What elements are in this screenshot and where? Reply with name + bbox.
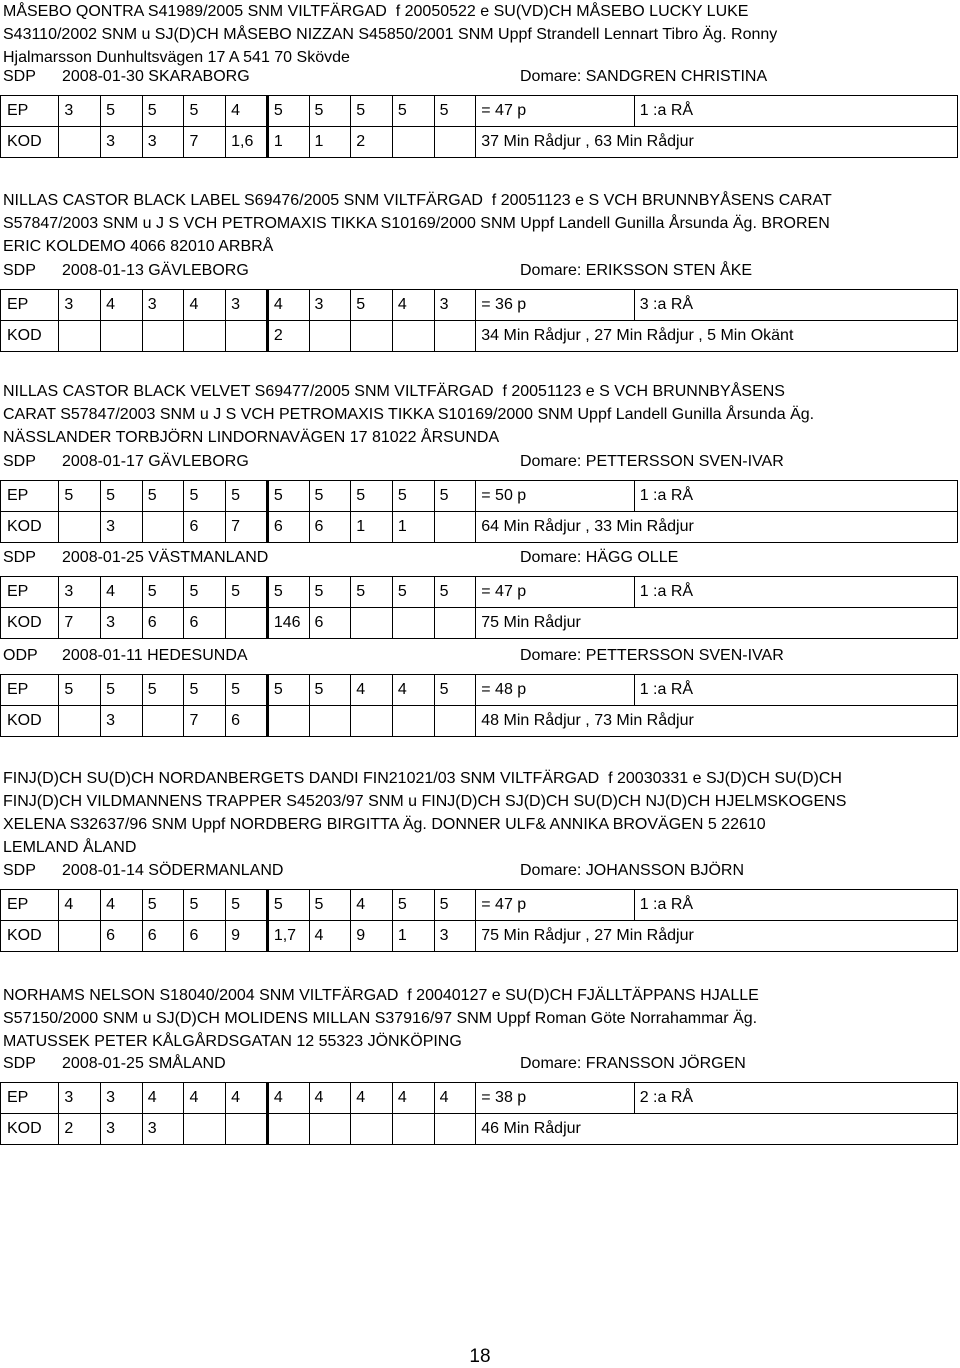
score-cell: 4 bbox=[226, 1083, 268, 1114]
score-cell: 7 bbox=[184, 127, 226, 158]
score-cell: 5 bbox=[351, 96, 393, 127]
trial-type: SDP bbox=[3, 453, 36, 470]
score-cell bbox=[184, 1114, 226, 1145]
score-cell bbox=[351, 321, 393, 352]
score-cell: 1,7 bbox=[267, 921, 309, 952]
score-cell bbox=[392, 608, 434, 639]
trial-date-region: 2008-01-17 GÄVLEBORG bbox=[62, 453, 249, 470]
trial-judge: Domare: PETTERSSON SVEN-IVAR bbox=[520, 453, 784, 470]
trial-type: SDP bbox=[3, 68, 36, 85]
score-cell: 3 bbox=[226, 290, 268, 321]
score-cell bbox=[184, 321, 226, 352]
trial-header bbox=[3, 1055, 957, 1078]
row-rank: 1 :a RÅ bbox=[634, 675, 957, 706]
score-cell: 3 bbox=[59, 1083, 101, 1114]
row-total: 48 Min Rådjur , 73 Min Rådjur bbox=[476, 706, 958, 737]
row-total: 46 Min Rådjur bbox=[476, 1114, 958, 1145]
score-cell bbox=[351, 1114, 393, 1145]
trial-date-region: 2008-01-13 GÄVLEBORG bbox=[62, 262, 249, 279]
score-cell: 5 bbox=[184, 675, 226, 706]
row-label: KOD bbox=[1, 921, 59, 952]
ep-row bbox=[1, 1083, 958, 1114]
row-label: EP bbox=[1, 290, 59, 321]
score-cell: 6 bbox=[309, 608, 351, 639]
score-cell: 5 bbox=[184, 481, 226, 512]
score-cell: 5 bbox=[434, 675, 476, 706]
score-cell: 7 bbox=[59, 608, 101, 639]
score-cell: 3 bbox=[101, 706, 143, 737]
score-cell: 2 bbox=[351, 127, 393, 158]
score-cell: 3 bbox=[101, 608, 143, 639]
row-label: EP bbox=[1, 96, 59, 127]
score-cell: 5 bbox=[226, 577, 268, 608]
score-cell bbox=[59, 706, 101, 737]
score-cell: 5 bbox=[101, 675, 143, 706]
score-cell: 5 bbox=[434, 577, 476, 608]
score-cell: 1 bbox=[351, 512, 393, 543]
score-cell: 4 bbox=[59, 890, 101, 921]
score-cell: 5 bbox=[267, 577, 309, 608]
dog-description: NORHAMS NELSON S18040/2004 SNM VILTFÄRGAD f 20040127 e SU(D)CH FJÄLLTÄPPANS HJALLE S57150/2000 SNM u SJ(D)CH MOLIDENS MILLAN S37916/97 SNM Uppf Roman Göte Norrahammar Äg. MATUSSEK PETER KÅLGÅRDSGATAN 12 55323 JÖNKÖPING bbox=[3, 987, 759, 1050]
trial-judge: Domare: FRANSSON JÖRGEN bbox=[520, 1055, 746, 1072]
score-cell: 5 bbox=[434, 890, 476, 921]
row-total: 75 Min Rådjur , 27 Min Rådjur bbox=[476, 921, 958, 952]
trial-date-region: 2008-01-25 SMÅLAND bbox=[62, 1055, 226, 1072]
score-cell bbox=[392, 706, 434, 737]
score-cell bbox=[309, 706, 351, 737]
trial-judge: Domare: PETTERSSON SVEN-IVAR bbox=[520, 647, 784, 664]
score-cell: 5 bbox=[434, 96, 476, 127]
score-cell bbox=[434, 1114, 476, 1145]
score-cell: 3 bbox=[142, 1114, 184, 1145]
score-cell bbox=[59, 921, 101, 952]
score-cell: 5 bbox=[267, 481, 309, 512]
score-cell: 4 bbox=[267, 1083, 309, 1114]
score-cell: 5 bbox=[434, 481, 476, 512]
score-cell: 6 bbox=[142, 608, 184, 639]
score-cell: 1 bbox=[309, 127, 351, 158]
trial-header bbox=[3, 68, 957, 91]
score-cell bbox=[267, 1114, 309, 1145]
score-cell bbox=[351, 706, 393, 737]
score-cell: 5 bbox=[142, 890, 184, 921]
kod-row bbox=[1, 608, 958, 639]
score-cell: 3 bbox=[59, 96, 101, 127]
score-cell: 3 bbox=[309, 290, 351, 321]
score-cell: 4 bbox=[309, 1083, 351, 1114]
row-rank: 1 :a RÅ bbox=[634, 481, 957, 512]
score-cell bbox=[142, 706, 184, 737]
score-cell: 146 bbox=[267, 608, 309, 639]
row-label: EP bbox=[1, 890, 59, 921]
score-cell: 4 bbox=[101, 290, 143, 321]
score-cell: 5 bbox=[351, 290, 393, 321]
score-cell: 5 bbox=[309, 890, 351, 921]
row-label: EP bbox=[1, 675, 59, 706]
score-table bbox=[0, 480, 958, 543]
score-cell: 5 bbox=[184, 890, 226, 921]
ep-row bbox=[1, 890, 958, 921]
ep-row bbox=[1, 290, 958, 321]
row-label: KOD bbox=[1, 1114, 59, 1145]
score-cell: 3 bbox=[101, 1083, 143, 1114]
score-cell: 6 bbox=[267, 512, 309, 543]
trial-date-region: 2008-01-14 SÖDERMANLAND bbox=[62, 862, 284, 879]
score-cell bbox=[434, 706, 476, 737]
score-table bbox=[0, 95, 958, 158]
dog-description: MÅSEBO QONTRA S41989/2005 SNM VILTFÄRGAD f 20050522 e SU(VD)CH MÅSEBO LUCKY LUKE S43110/2002 SNM u SJ(D)CH MÅSEBO NIZZAN S45850/2001 SNM Uppf Strandell Lennart Tibro Äg. Ronny Hjalmarsson Dunhultsvägen 17 A 541 70 Skövde bbox=[3, 3, 778, 66]
score-cell: 5 bbox=[142, 675, 184, 706]
score-cell: 5 bbox=[226, 890, 268, 921]
trial-header bbox=[3, 862, 957, 885]
trial-header bbox=[3, 647, 957, 670]
score-cell: 6 bbox=[142, 921, 184, 952]
row-label: KOD bbox=[1, 127, 59, 158]
score-cell: 1,6 bbox=[226, 127, 268, 158]
ep-row bbox=[1, 96, 958, 127]
trial-header bbox=[3, 549, 957, 572]
score-cell: 6 bbox=[226, 706, 268, 737]
score-table bbox=[0, 289, 958, 352]
trial-type: SDP bbox=[3, 549, 36, 566]
score-cell: 5 bbox=[267, 890, 309, 921]
trial-type: SDP bbox=[3, 1055, 36, 1072]
row-rank: 1 :a RÅ bbox=[634, 96, 957, 127]
row-rank: 3 :a RÅ bbox=[634, 290, 957, 321]
score-cell: 5 bbox=[142, 96, 184, 127]
ep-row bbox=[1, 675, 958, 706]
score-cell bbox=[309, 1114, 351, 1145]
score-cell bbox=[101, 321, 143, 352]
score-cell: 6 bbox=[184, 921, 226, 952]
score-cell: 9 bbox=[226, 921, 268, 952]
score-cell bbox=[142, 321, 184, 352]
row-label: EP bbox=[1, 1083, 59, 1114]
trial-header bbox=[3, 453, 957, 476]
row-total: = 38 p bbox=[476, 1083, 634, 1114]
score-cell: 4 bbox=[267, 290, 309, 321]
score-cell: 6 bbox=[101, 921, 143, 952]
score-cell bbox=[351, 608, 393, 639]
score-cell: 5 bbox=[226, 481, 268, 512]
trial-judge: Domare: JOHANSSON BJÖRN bbox=[520, 862, 745, 879]
score-cell bbox=[434, 512, 476, 543]
score-cell: 5 bbox=[59, 481, 101, 512]
score-cell: 3 bbox=[434, 290, 476, 321]
score-cell: 1 bbox=[267, 127, 309, 158]
score-cell: 3 bbox=[142, 127, 184, 158]
score-cell: 4 bbox=[226, 96, 268, 127]
score-cell: 6 bbox=[309, 512, 351, 543]
score-cell bbox=[434, 127, 476, 158]
score-cell bbox=[226, 1114, 268, 1145]
ep-row bbox=[1, 481, 958, 512]
row-total: 34 Min Rådjur , 27 Min Rådjur , 5 Min Okänt bbox=[476, 321, 958, 352]
score-cell bbox=[267, 706, 309, 737]
score-cell: 1 bbox=[392, 512, 434, 543]
score-table bbox=[0, 889, 958, 952]
score-cell: 6 bbox=[184, 608, 226, 639]
score-cell: 5 bbox=[267, 675, 309, 706]
score-cell: 5 bbox=[392, 577, 434, 608]
score-cell: 4 bbox=[434, 1083, 476, 1114]
row-label: KOD bbox=[1, 321, 59, 352]
score-cell: 5 bbox=[101, 481, 143, 512]
trial-date-region: 2008-01-11 HEDESUNDA bbox=[62, 647, 248, 664]
score-table bbox=[0, 576, 958, 639]
score-cell: 5 bbox=[101, 96, 143, 127]
score-cell: 5 bbox=[392, 481, 434, 512]
score-cell: 4 bbox=[184, 1083, 226, 1114]
row-total: 64 Min Rådjur , 33 Min Rådjur bbox=[476, 512, 958, 543]
trial-date-region: 2008-01-30 SKARABORG bbox=[62, 68, 250, 85]
row-total: = 47 p bbox=[476, 577, 634, 608]
score-cell: 3 bbox=[434, 921, 476, 952]
kod-row bbox=[1, 921, 958, 952]
row-rank: 1 :a RÅ bbox=[634, 577, 957, 608]
score-cell bbox=[434, 321, 476, 352]
row-total: = 36 p bbox=[476, 290, 634, 321]
row-total: = 48 p bbox=[476, 675, 634, 706]
score-cell: 4 bbox=[351, 890, 393, 921]
page-number: 18 bbox=[469, 1346, 491, 1367]
ep-row bbox=[1, 577, 958, 608]
score-cell: 4 bbox=[142, 1083, 184, 1114]
trial-judge: Domare: HÄGG OLLE bbox=[520, 549, 679, 566]
kod-row bbox=[1, 127, 958, 158]
dog-description: FINJ(D)CH SU(D)CH NORDANBERGETS DANDI FIN21021/03 SNM VILTFÄRGAD f 20030331 e SJ(D)CH SU(D)CH FINJ(D)CH VILDMANNENS TRAPPER S45203/97 SNM u FINJ(D)CH SJ(D)CH SU(D)CH NJ(D)CH HJELMSKOGENS XELENA S32637/96 SNM Uppf NORDBERG BIRGITTA Äg. DONNER ULF& ANNIKA BROVÄGEN 5 22610 LEMLAND ÅLAND bbox=[3, 770, 847, 856]
trial-type: SDP bbox=[3, 262, 36, 279]
score-cell: 5 bbox=[309, 96, 351, 127]
dog-description: NILLAS CASTOR BLACK LABEL S69476/2005 SNM VILTFÄRGAD f 20051123 e S VCH BRUNNBYÅSENS CARAT S57847/2003 SNM u J S VCH PETROMAXIS TIKKA S10169/2000 SNM Uppf Landell Gunilla Årsunda Äg. BROREN ERIC KOLDEMO 4066 82010 ARBRÅ bbox=[3, 192, 832, 255]
score-cell bbox=[434, 608, 476, 639]
score-cell: 5 bbox=[309, 675, 351, 706]
score-cell: 4 bbox=[309, 921, 351, 952]
score-cell: 2 bbox=[267, 321, 309, 352]
trial-header bbox=[3, 262, 957, 285]
score-cell: 5 bbox=[142, 481, 184, 512]
row-total: = 47 p bbox=[476, 890, 634, 921]
row-total: = 50 p bbox=[476, 481, 634, 512]
score-cell: 4 bbox=[184, 290, 226, 321]
kod-row bbox=[1, 706, 958, 737]
score-cell: 7 bbox=[226, 512, 268, 543]
score-cell: 6 bbox=[184, 512, 226, 543]
score-cell: 5 bbox=[184, 577, 226, 608]
score-cell: 4 bbox=[101, 890, 143, 921]
score-cell: 5 bbox=[226, 675, 268, 706]
score-cell bbox=[392, 127, 434, 158]
score-cell bbox=[59, 321, 101, 352]
score-cell: 3 bbox=[59, 290, 101, 321]
score-cell: 5 bbox=[351, 481, 393, 512]
score-cell bbox=[142, 512, 184, 543]
row-label: KOD bbox=[1, 706, 59, 737]
kod-row bbox=[1, 512, 958, 543]
score-cell: 3 bbox=[101, 512, 143, 543]
score-cell: 2 bbox=[59, 1114, 101, 1145]
score-cell bbox=[309, 321, 351, 352]
score-cell bbox=[392, 321, 434, 352]
kod-row bbox=[1, 321, 958, 352]
score-cell: 4 bbox=[351, 1083, 393, 1114]
score-cell bbox=[59, 512, 101, 543]
score-cell: 1 bbox=[392, 921, 434, 952]
kod-row bbox=[1, 1114, 958, 1145]
score-cell: 5 bbox=[267, 96, 309, 127]
score-cell: 5 bbox=[309, 481, 351, 512]
score-cell: 3 bbox=[101, 127, 143, 158]
score-cell: 5 bbox=[142, 577, 184, 608]
score-cell: 4 bbox=[392, 675, 434, 706]
score-cell: 3 bbox=[59, 577, 101, 608]
score-table bbox=[0, 674, 958, 737]
trial-date-region: 2008-01-25 VÄSTMANLAND bbox=[62, 549, 269, 566]
dog-description: NILLAS CASTOR BLACK VELVET S69477/2005 SNM VILTFÄRGAD f 20051123 e S VCH BRUNNBYÅSENS CARAT S57847/2003 SNM u J S VCH PETROMAXIS TIKKA S10169/2000 SNM Uppf Landell Gunilla Årsunda Äg. NÄSSLANDER TORBJÖRN LINDORNAVÄGEN 17 81022 ÅRSUNDA bbox=[3, 383, 815, 446]
score-cell: 9 bbox=[351, 921, 393, 952]
score-cell: 5 bbox=[184, 96, 226, 127]
score-cell: 4 bbox=[392, 290, 434, 321]
row-label: KOD bbox=[1, 608, 59, 639]
score-cell: 4 bbox=[392, 1083, 434, 1114]
score-cell: 5 bbox=[309, 577, 351, 608]
score-cell: 7 bbox=[184, 706, 226, 737]
row-total: 75 Min Rådjur bbox=[476, 608, 958, 639]
score-cell bbox=[59, 127, 101, 158]
row-label: EP bbox=[1, 481, 59, 512]
score-cell: 5 bbox=[392, 96, 434, 127]
row-label: KOD bbox=[1, 512, 59, 543]
trial-type: SDP bbox=[3, 862, 36, 879]
row-rank: 2 :a RÅ bbox=[634, 1083, 957, 1114]
trial-judge: Domare: SANDGREN CHRISTINA bbox=[520, 68, 768, 85]
score-cell bbox=[392, 1114, 434, 1145]
row-total: 37 Min Rådjur , 63 Min Rådjur bbox=[476, 127, 958, 158]
score-table bbox=[0, 1082, 958, 1145]
score-cell: 3 bbox=[142, 290, 184, 321]
row-total: = 47 p bbox=[476, 96, 634, 127]
score-cell: 3 bbox=[101, 1114, 143, 1145]
score-cell bbox=[226, 321, 268, 352]
score-cell: 4 bbox=[101, 577, 143, 608]
score-cell: 5 bbox=[351, 577, 393, 608]
score-cell bbox=[226, 608, 268, 639]
score-cell: 5 bbox=[392, 890, 434, 921]
score-cell: 5 bbox=[59, 675, 101, 706]
row-rank: 1 :a RÅ bbox=[634, 890, 957, 921]
row-label: EP bbox=[1, 577, 59, 608]
score-cell: 4 bbox=[351, 675, 393, 706]
trial-judge: Domare: ERIKSSON STEN ÅKE bbox=[520, 262, 753, 279]
trial-type: ODP bbox=[3, 647, 38, 664]
